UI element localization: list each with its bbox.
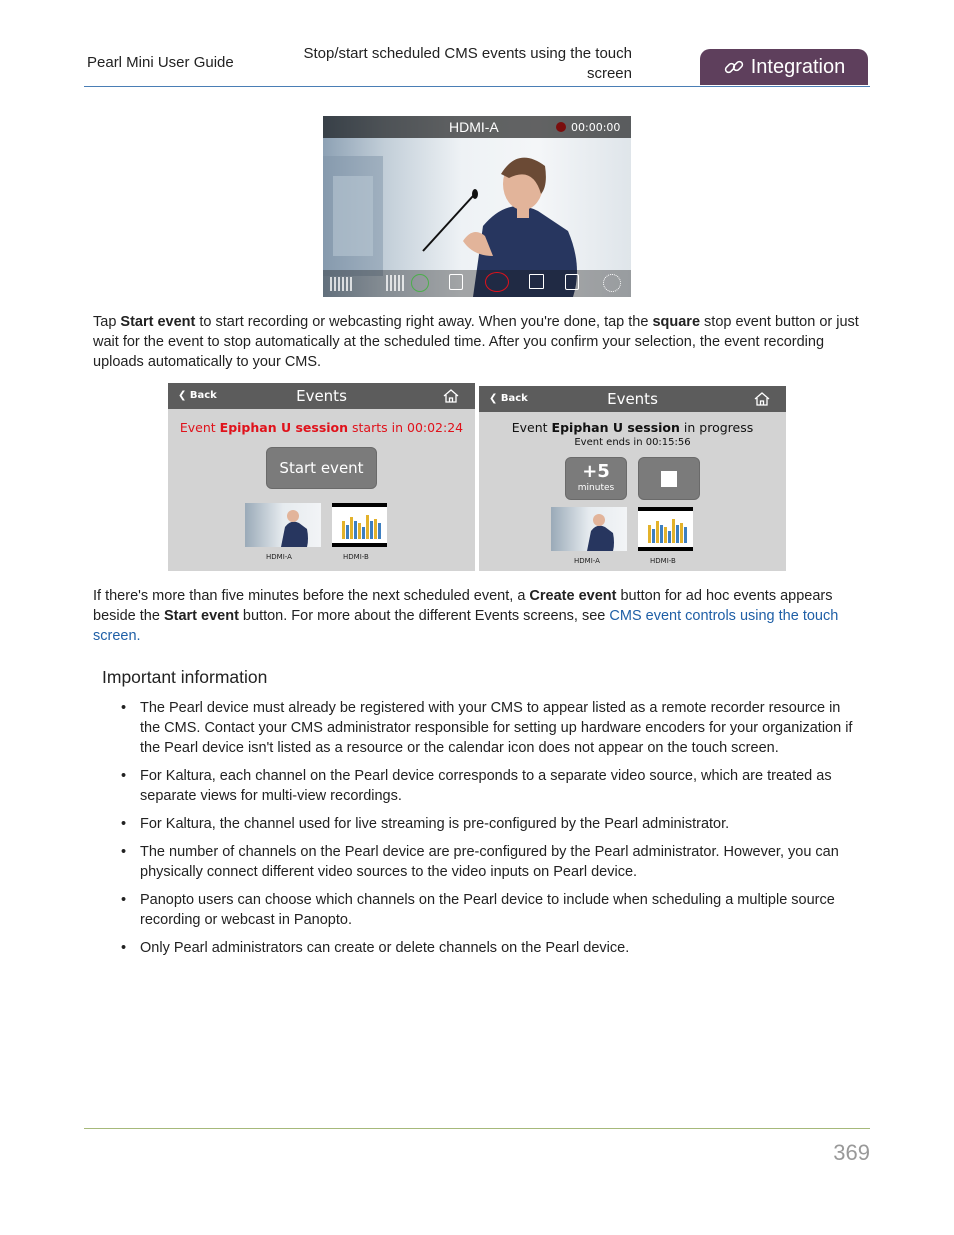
section-title-line2: screen — [586, 65, 632, 82]
footer-rule — [84, 1128, 870, 1129]
events-title-right: Events — [607, 390, 658, 408]
audio-meter-icon — [329, 273, 405, 293]
document-icon[interactable] — [449, 274, 463, 290]
calendar-icon[interactable] — [485, 272, 509, 292]
important-info-heading: Important information — [102, 667, 268, 687]
hdmi-a-label: HDMI-A — [266, 553, 292, 561]
video-channel-name: HDMI-A — [449, 119, 499, 135]
back-label: Back — [189, 390, 217, 401]
record-timer: 00:00:00 — [571, 121, 621, 134]
hdmi-b-thumbnail-right[interactable] — [638, 507, 693, 551]
start-event-paragraph — [93, 312, 863, 372]
list-item: • The Pearl device must already be registered with your CMS to appear listed as a remote recorder resource in the CMS. Contact your CMS administrator responsible for setting up hardware encoders for your organization if the Pearl device isn't listed as a resource or the calendar icon does not appear on the touch screen. — [121, 698, 861, 758]
create-event-paragraph — [93, 586, 863, 646]
para2-create-event: Create event — [529, 588, 617, 604]
para1-square: square — [652, 314, 701, 330]
page-number: 369 — [833, 1140, 870, 1165]
list-item: • The number of channels on the Pearl device are pre-configured by the Pearl administrator. However, you can physically connect different video sources to the video inputs on Pearl device. — [121, 842, 861, 882]
section-title-line1: Stop/start scheduled CMS events using the touch — [303, 45, 632, 62]
msg-post-right: in progress — [679, 420, 754, 435]
layout-icon[interactable] — [529, 274, 544, 289]
list-item: • Only Pearl administrators can create or delete channels on the Pearl device. — [121, 938, 861, 958]
start-event-button[interactable]: Start event — [266, 447, 377, 489]
list-item: • Panopto users can choose which channels on the Pearl device to include when scheduling a multiple source recording or webcast in Panopto. — [121, 890, 861, 930]
touchscreen-video-image — [323, 116, 631, 297]
para1-text-2: to start recording or webcasting right away. When you're done, tap the — [195, 314, 653, 330]
touch-icon[interactable] — [565, 274, 579, 290]
thumbnail-chart — [332, 507, 387, 543]
events-panel-in-progress — [479, 386, 786, 571]
home-icon[interactable] — [443, 388, 459, 404]
msg-pre-right: Event — [511, 420, 552, 435]
important-info-list — [121, 698, 861, 966]
square-stop-icon — [661, 471, 677, 487]
hdmi-a-thumbnail[interactable] — [245, 503, 321, 547]
section-title — [280, 44, 632, 84]
para2-text-4: . — [136, 628, 141, 644]
link-icon — [723, 56, 745, 78]
event-countdown-message — [168, 420, 475, 435]
msg-post: starts in 00:02:24 — [348, 420, 464, 435]
list-item: • For Kaltura, the channel used for live streaming is pre-configured by the Pearl administrator. — [121, 814, 861, 834]
thumbnail-chart-right — [638, 511, 693, 547]
para1-text-3: stop event button or just wait for the event to stop automatically at the scheduled time. After you confirm your selection, the event recording uploads automatically to your CMS. — [93, 314, 859, 370]
integration-tab[interactable] — [700, 49, 868, 85]
para1-text-1: Tap — [93, 314, 121, 330]
chevron-left-icon: ❮ — [178, 390, 190, 401]
events-panel-start-header — [168, 383, 475, 409]
event-name: Epiphan U session — [219, 420, 349, 435]
plus-five-label: +5 — [582, 461, 610, 482]
minutes-label: minutes — [577, 483, 615, 493]
home-icon[interactable] — [754, 391, 770, 407]
msg-pre: Event — [179, 420, 220, 435]
events-panel-progress-header — [479, 386, 786, 412]
event-progress-message — [479, 420, 786, 435]
events-panel-start — [168, 383, 475, 571]
hdmi-b-thumbnail[interactable] — [332, 503, 387, 547]
hdmi-a-label-right: HDMI-A — [574, 557, 600, 565]
hdmi-b-label-right: HDMI-B — [650, 557, 676, 565]
list-item: • For Kaltura, each channel on the Pearl device corresponds to a separate video source, which are treated as separate views for multi-view recordings. — [121, 766, 861, 806]
para2-text-3: button. For more about the different Events screens, see — [238, 608, 610, 624]
para1-start-event: Start event — [120, 314, 196, 330]
guide-title: Pearl Mini User Guide — [87, 54, 234, 71]
stream-icon[interactable] — [411, 274, 429, 292]
event-ends-message: Event ends in 00:15:56 — [574, 437, 691, 448]
para2-start-event: Start event — [163, 608, 239, 624]
hdmi-b-label: HDMI-B — [343, 553, 369, 561]
event-name-right: Epiphan U session — [551, 420, 680, 435]
events-title: Events — [296, 387, 347, 405]
hdmi-a-thumbnail-right[interactable] — [551, 507, 627, 551]
stop-event-button[interactable] — [638, 457, 700, 500]
back-label-right: Back — [500, 393, 528, 404]
add-five-minutes-button[interactable] — [565, 457, 627, 500]
record-indicator-icon — [556, 122, 566, 132]
settings-gear-icon[interactable] — [603, 274, 621, 292]
integration-tab-label: Integration — [750, 55, 846, 78]
para2-text-2: button for ad hoc events appears beside the — [93, 588, 833, 624]
chevron-left-icon: ❮ — [489, 393, 501, 404]
para2-text-1: If there's more than five minutes before the next scheduled event, a — [93, 588, 530, 604]
cms-event-controls-link[interactable]: CMS event controls using the touch screen — [93, 608, 839, 644]
header-rule — [84, 86, 870, 87]
